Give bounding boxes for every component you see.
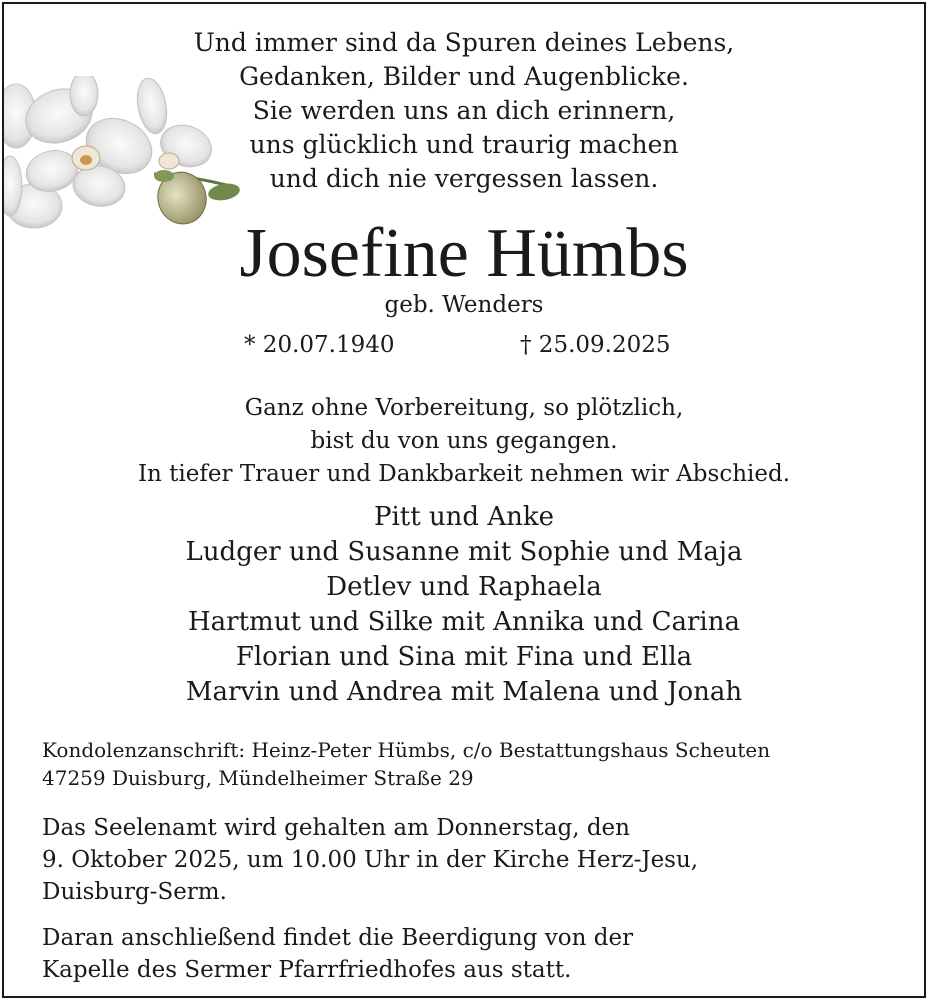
service-info (42, 812, 902, 908)
burial-line: Kapelle des Sermer Pfarrfriedhofes aus statt. (42, 957, 572, 983)
poem-line: Und immer sind da Spuren deines Lebens, (193, 28, 735, 57)
family-member: Detlev und Raphaela (326, 572, 602, 602)
farewell-line: bist du von uns gegangen. (310, 428, 618, 454)
family-member: Pitt und Anke (373, 502, 555, 532)
farewell-text (0, 392, 928, 491)
poem-line: uns glücklich und traurig machen (249, 130, 679, 159)
condolence-address (42, 736, 922, 792)
condolence-line: 47259 Duisburg, Mündelheimer Straße 29 (42, 766, 474, 790)
family-member: Marvin und Andrea mit Malena und Jonah (185, 677, 743, 707)
poem-line: Sie werden uns an dich erinnern, (252, 96, 676, 125)
family-list (0, 500, 928, 710)
family-member: Ludger und Susanne mit Sophie und Maja (185, 537, 743, 567)
farewell-line: Ganz ohne Vorbereitung, so plötzlich, (244, 395, 684, 421)
service-line: Das Seelenamt wird gehalten am Donnerstag, den (42, 815, 630, 841)
maiden-name: geb. Wenders (384, 292, 544, 318)
burial-line: Daran anschließend findet die Beerdigung von der (42, 925, 634, 951)
poem-line: Gedanken, Bilder und Augenblicke. (239, 62, 689, 91)
service-line: 9. Oktober 2025, um 10.00 Uhr in der Kirche Herz-Jesu, (42, 847, 699, 873)
birth-date: * 20.07.1940 (244, 332, 395, 358)
poem-line: und dich nie vergessen lassen. (269, 164, 659, 193)
burial-info (42, 922, 902, 986)
death-date: † 25.09.2025 (520, 332, 671, 358)
poem (0, 26, 928, 196)
service-line: Duisburg-Serm. (42, 879, 227, 905)
deceased-name: Josefine Hümbs (239, 215, 689, 292)
farewell-line: In tiefer Trauer und Dankbarkeit nehmen wir Abschied. (137, 461, 791, 487)
family-member: Hartmut und Silke mit Annika und Carina (188, 607, 740, 637)
condolence-line: Kondolenzanschrift: Heinz-Peter Hümbs, c/o Bestattungshaus Scheuten (42, 738, 771, 762)
family-member: Florian und Sina mit Fina und Ella (235, 642, 693, 672)
